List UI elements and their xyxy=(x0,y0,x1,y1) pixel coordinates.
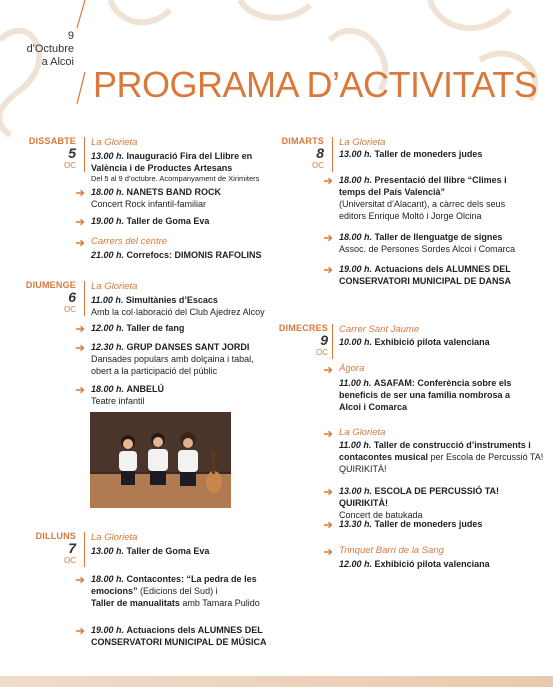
event-subtitle: Amb la col·laboració del Club Ajedrez Alcoy xyxy=(91,307,265,317)
event-title: Simultànies d’Escacs xyxy=(125,295,218,305)
arrow-bullet-icon xyxy=(324,521,334,529)
event xyxy=(339,377,524,413)
event-subtitle: Teatre infantil xyxy=(91,396,145,406)
event-title: NANETS BAND ROCK xyxy=(126,187,222,197)
event xyxy=(91,573,271,609)
day-number: 7 xyxy=(68,540,76,556)
day-dilluns xyxy=(16,531,76,565)
event xyxy=(91,249,271,261)
day-number: 6 xyxy=(68,289,76,305)
event-time: 10.00 h. xyxy=(339,337,373,347)
date-day: 9 xyxy=(67,30,74,42)
event-subtitle: per Escola de Percussió TA! QUIRIKITÀ! xyxy=(339,452,544,474)
date-place: a Alcoi xyxy=(41,56,74,68)
location: La Glorieta xyxy=(339,137,386,148)
day-month: OC xyxy=(64,161,76,170)
divider xyxy=(332,324,333,359)
day-number: 9 xyxy=(320,332,328,348)
event-subtitle: Concert de batukada xyxy=(339,510,423,520)
event-title: ANBELÚ xyxy=(126,384,165,394)
event xyxy=(91,383,271,407)
footer-bar xyxy=(0,676,553,687)
day-dissabte xyxy=(16,136,76,170)
arrow-bullet-icon xyxy=(76,344,86,352)
arrow-bullet-icon xyxy=(324,366,334,374)
event-title: Taller de manualitats xyxy=(91,598,180,608)
event xyxy=(91,186,271,210)
event-time: 13.00 h. xyxy=(91,151,125,161)
arrow-bullet-icon xyxy=(324,548,334,556)
day-dimecres xyxy=(266,323,328,357)
location: Carrers del centre xyxy=(91,236,168,247)
event-time: 19.00 h. xyxy=(91,625,125,635)
event-title: Taller de llenguatge de signes xyxy=(374,232,503,242)
event-time: 18.00 h. xyxy=(91,384,125,394)
event xyxy=(339,336,539,348)
event-title: Taller de moneders judes xyxy=(374,519,483,529)
event-title: Taller de moneders judes xyxy=(374,149,483,159)
event xyxy=(91,150,271,184)
event-publisher: (Edicions del Sud) i xyxy=(140,586,218,596)
event-title: ASAFAM: Conferència sobre els beneficis de ser una família nombrosa a Alcoi i Comarca xyxy=(339,378,512,412)
event-time: 11.00 h. xyxy=(339,440,372,450)
event xyxy=(339,485,549,521)
event-time: 11.00 h. xyxy=(91,295,124,305)
event-title: Contacontes: “La pedra de les emocions” xyxy=(91,574,257,596)
band-photo xyxy=(90,412,231,508)
event-time: 12.00 h. xyxy=(339,559,373,569)
day-month: OC xyxy=(316,348,328,357)
event xyxy=(91,215,271,227)
event-title: Actuacions dels ALUMNES DEL CONSERVATORI MUNICIPAL DE MÚSICA xyxy=(91,625,267,647)
date-month: d'Octubre xyxy=(26,43,74,55)
event-time: 18.00 h. xyxy=(91,187,125,197)
event-time: 18.00 h. xyxy=(339,232,373,242)
event-title: Inauguració Fira del Llibre en València i de Productes Artesans xyxy=(91,151,253,173)
event xyxy=(339,148,539,160)
event xyxy=(91,322,271,334)
arrow-bullet-icon xyxy=(324,430,334,438)
location: La Glorieta xyxy=(91,137,138,148)
event xyxy=(339,558,539,570)
day-name: DILLUNS xyxy=(35,531,76,541)
event xyxy=(339,231,539,255)
event-subtitle: Assoc. de Persones Sordes Alcoi i Comarca xyxy=(339,244,516,254)
event-title: Correfocs: DIMONIS RAFOLINS xyxy=(126,250,262,260)
page-title: PROGRAMA D’ACTIVITATS xyxy=(93,64,538,105)
event-time: 13.00 h. xyxy=(339,486,373,496)
event-time: 11.00 h. xyxy=(339,378,372,388)
event-title: ESCOLA DE PERCUSSIÓ TA! QUIRIKITÀ! xyxy=(339,486,500,508)
location: La Glorieta xyxy=(339,427,386,438)
event-time: 19.00 h. xyxy=(91,216,125,226)
event xyxy=(91,545,271,557)
arrow-bullet-icon xyxy=(76,576,86,584)
arrow-bullet-icon xyxy=(76,218,86,226)
event-title: Taller de construcció d’instruments i contacontes musical xyxy=(339,440,531,462)
divider xyxy=(84,532,85,567)
event xyxy=(339,263,524,287)
arrow-bullet-icon xyxy=(324,234,334,242)
event-title: GRUP DANSES SANT JORDI xyxy=(126,342,250,352)
arrow-bullet-icon xyxy=(76,239,86,247)
event-title: Presentació del llibre “Climes i temps del País Valencià” xyxy=(339,175,507,197)
day-number: 5 xyxy=(68,145,76,161)
event-time: 21.00 h. xyxy=(91,250,125,260)
event-date xyxy=(20,30,74,69)
event xyxy=(91,294,276,318)
arrow-bullet-icon xyxy=(324,266,334,274)
event-subtitle: Dansades populars amb dolçaina i tabal, obert a la participació del públic xyxy=(91,354,254,376)
event xyxy=(339,439,549,475)
event-time: 13.00 h. xyxy=(339,149,373,159)
event-title: Taller de fang xyxy=(126,323,185,333)
event-time: 13.00 h. xyxy=(91,546,125,556)
event-title: Exhibició pilota valenciana xyxy=(374,337,490,347)
day-name: DIMECRES xyxy=(278,323,328,333)
location: Carrer Sant Jaume xyxy=(339,324,420,335)
divider xyxy=(84,281,85,316)
event-time: 18.00 h. xyxy=(339,175,373,185)
location: La Glorieta xyxy=(91,281,138,292)
arrow-bullet-icon xyxy=(76,325,86,333)
event-title: Exhibició pilota valenciana xyxy=(374,559,490,569)
location: Àgora xyxy=(339,363,365,374)
header-slash-line xyxy=(74,0,88,110)
event-subtitle: Del 5 al 9 d’octubre. Acompanyament de Xirimiters xyxy=(91,174,260,183)
day-name: DIMARTS xyxy=(281,136,324,146)
day-month: OC xyxy=(312,161,324,170)
event-time: 13.30 h. xyxy=(339,519,373,529)
day-number: 8 xyxy=(316,145,324,161)
location: Trinquet Barri de la Sang xyxy=(339,545,444,556)
divider xyxy=(332,137,333,172)
arrow-bullet-icon xyxy=(324,177,334,185)
event-time: 12.00 h. xyxy=(91,323,125,333)
event-title: Actuacions dels ALUMNES DEL CONSERVATORI MUNICIPAL DE DANSA xyxy=(339,264,512,286)
day-dimarts xyxy=(266,136,324,170)
event xyxy=(91,624,271,648)
arrow-bullet-icon xyxy=(76,189,86,197)
arrow-bullet-icon xyxy=(324,488,334,496)
event-time: 19.00 h. xyxy=(339,264,373,274)
event-title: Taller de Goma Eva xyxy=(126,216,210,226)
event-time: 18.00 h. xyxy=(91,574,125,584)
event xyxy=(339,174,519,222)
event xyxy=(339,518,539,530)
day-month: OC xyxy=(64,305,76,314)
day-diumenge xyxy=(16,280,76,314)
divider xyxy=(84,137,85,172)
event-subtitle: amb Tamara Pulido xyxy=(182,598,260,608)
event-subtitle: Concert Rock infantil-familiar xyxy=(91,199,207,209)
arrow-bullet-icon xyxy=(76,627,86,635)
location: La Glorieta xyxy=(91,532,138,543)
event-time: 12.30 h. xyxy=(91,342,125,352)
event-subtitle: (Universitat d’Alacant), a càrrec dels seus editors Enrique Moltó i Jorge Olcina xyxy=(339,199,506,221)
day-name: DISSABTE xyxy=(28,136,76,146)
event-title: Taller de Goma Eva xyxy=(126,546,210,556)
arrow-bullet-icon xyxy=(76,386,86,394)
day-name: DIUMENGE xyxy=(25,280,76,290)
event xyxy=(91,341,276,377)
day-month: OC xyxy=(64,556,76,565)
